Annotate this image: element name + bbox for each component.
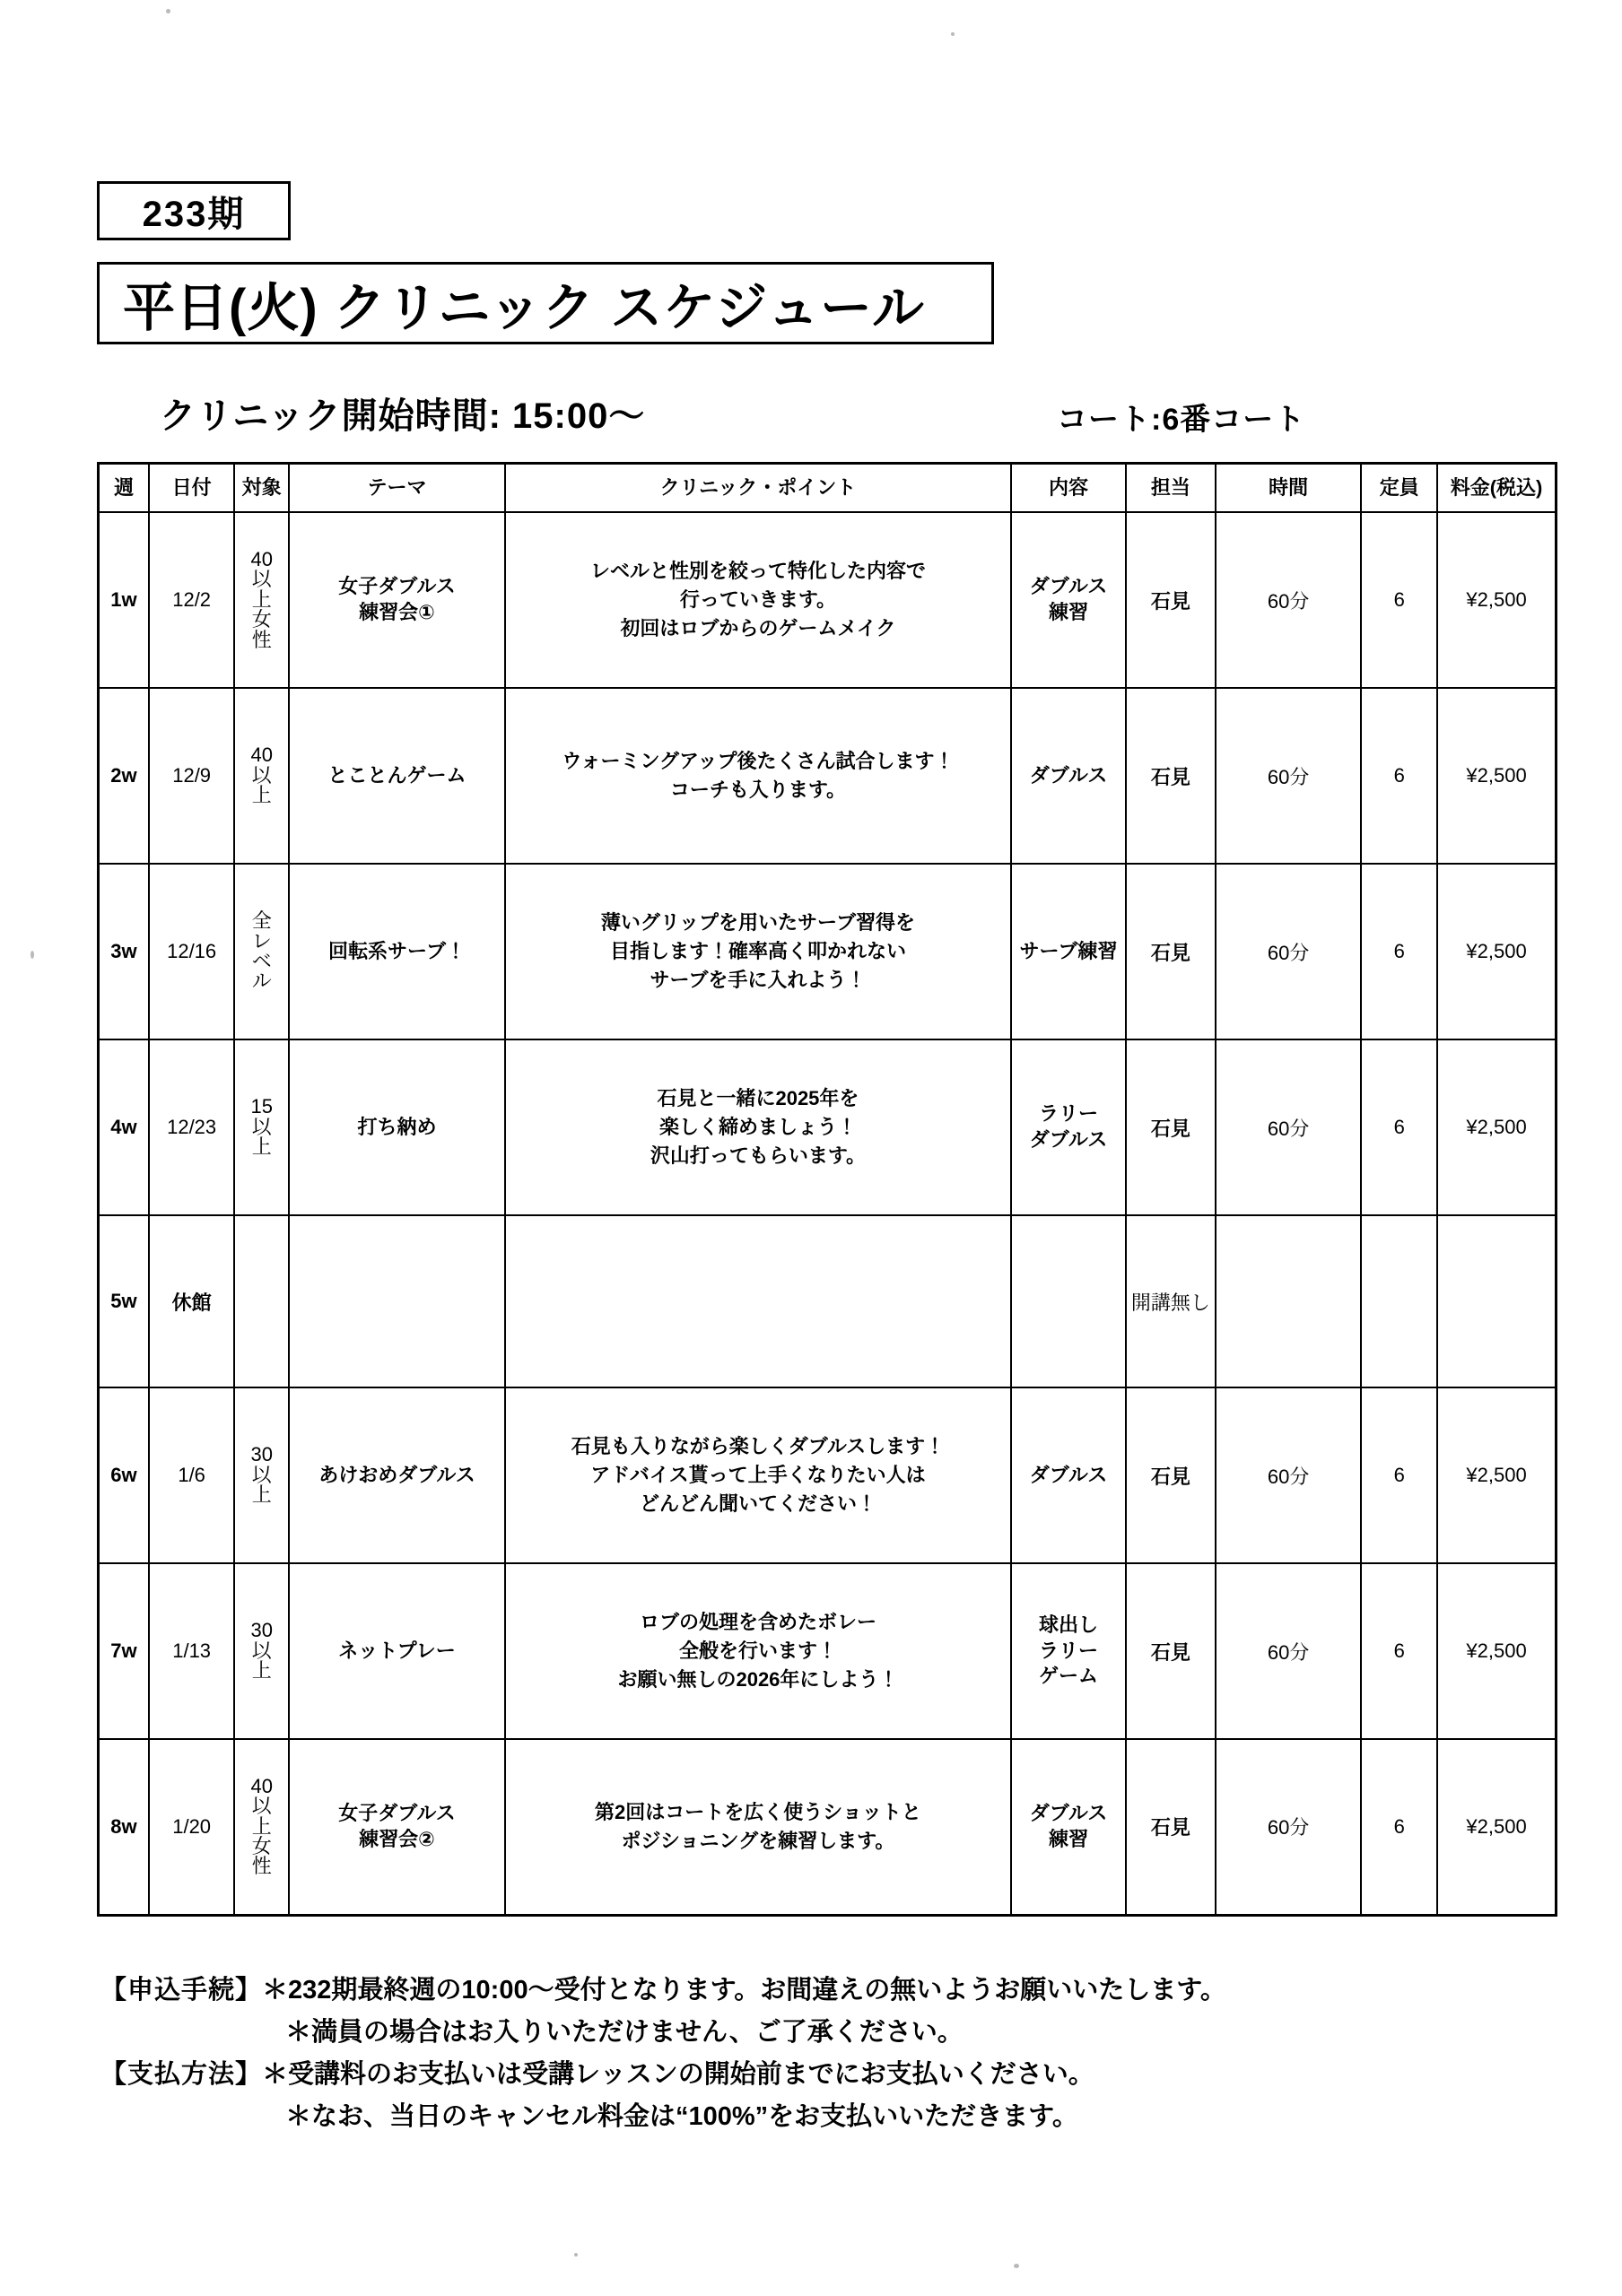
schedule-table-wrapper [97, 462, 1557, 1917]
cell-coach: 石見 [1126, 1387, 1216, 1563]
table-row [99, 1387, 1557, 1563]
cell-week: 2w [99, 688, 149, 864]
application-line-1: ＊232期最終週の10:00〜受付となります。お間違えの無いようお願いいたします。 [262, 1976, 1226, 2005]
column-header-capacity: 定員 [1361, 464, 1437, 513]
cell-fee: ¥2,500 [1437, 1563, 1556, 1739]
cell-target: 30 以 上 [234, 1563, 289, 1739]
application-line-2: ＊満員の場合はお入りいただけません、ご了承ください。 [285, 2017, 964, 2047]
cell-coach: 石見 [1126, 1739, 1216, 1915]
column-header-coach: 担当 [1126, 464, 1216, 513]
cell-content: ダブルス 練習 [1011, 512, 1126, 688]
cell-coach: 開講無し [1126, 1215, 1216, 1387]
cell-capacity [1361, 1215, 1437, 1387]
cell-capacity: 6 [1361, 1387, 1437, 1563]
scan-speckle [1014, 2264, 1019, 2268]
column-header-time: 時間 [1216, 464, 1362, 513]
cell-theme: ネットプレー [289, 1563, 505, 1739]
cell-fee: ¥2,500 [1437, 512, 1556, 688]
cell-date: 12/23 [149, 1039, 234, 1215]
cell-capacity: 6 [1361, 1739, 1437, 1915]
cell-theme: 女子ダブルス 練習会② [289, 1739, 505, 1915]
cell-date: 1/13 [149, 1563, 234, 1739]
cell-time: 60分 [1216, 1563, 1362, 1739]
cell-fee [1437, 1215, 1556, 1387]
table-row [99, 1039, 1557, 1215]
cell-theme: あけおめダブルス [289, 1387, 505, 1563]
page-title: 平日(火) クリニック スケジュール [97, 262, 994, 344]
table-row [99, 512, 1557, 688]
payment-label: 【支払方法】 [100, 2059, 263, 2089]
clinic-start-time: クリニック開始時間: 15:00〜 [160, 396, 646, 436]
cell-theme: 打ち納め [289, 1039, 505, 1215]
cell-date: 1/20 [149, 1739, 234, 1915]
cell-coach: 石見 [1126, 1563, 1216, 1739]
cell-time: 60分 [1216, 1739, 1362, 1915]
cell-coach: 石見 [1126, 864, 1216, 1039]
table-row [99, 864, 1557, 1039]
cell-time: 60分 [1216, 512, 1362, 688]
column-header-target: 対象 [234, 464, 289, 513]
table-row [99, 1215, 1557, 1387]
column-header-fee: 料金(税込) [1437, 464, 1556, 513]
cell-theme: 回転系サーブ！ [289, 864, 505, 1039]
cell-fee: ¥2,500 [1437, 1387, 1556, 1563]
cell-target: 40 以 上 女 性 [234, 512, 289, 688]
cell-content: 球出し ラリー ゲーム [1011, 1563, 1126, 1739]
cell-content: ダブルス 練習 [1011, 1739, 1126, 1915]
column-header-week: 週 [99, 464, 149, 513]
cell-week: 1w [99, 512, 149, 688]
cell-capacity: 6 [1361, 1563, 1437, 1739]
cell-time: 60分 [1216, 688, 1362, 864]
cell-date: 12/16 [149, 864, 234, 1039]
table-row [99, 1563, 1557, 1739]
application-note-first [100, 1970, 1572, 2012]
cell-content: サーブ練習 [1011, 864, 1126, 1039]
cell-week: 3w [99, 864, 149, 1039]
cell-week: 4w [99, 1039, 149, 1215]
cell-content: ダブルス [1011, 688, 1126, 864]
column-header-theme: テーマ [289, 464, 505, 513]
cell-point: 石見と一緒に2025年を 楽しく締めましょう！ 沢山打ってもらいます。 [505, 1039, 1011, 1215]
cell-theme: 女子ダブルス 練習会① [289, 512, 505, 688]
cell-week: 8w [99, 1739, 149, 1915]
cell-date: 12/9 [149, 688, 234, 864]
scan-speckle [574, 2253, 578, 2257]
payment-line-2: ＊なお、当日のキャンセル料金は“100%”をお支払いいただきます。 [285, 2101, 1078, 2131]
cell-time: 60分 [1216, 864, 1362, 1039]
table-row [99, 688, 1557, 864]
table-header [99, 464, 1557, 513]
cell-date: 12/2 [149, 512, 234, 688]
cell-time: 60分 [1216, 1387, 1362, 1563]
cell-fee: ¥2,500 [1437, 864, 1556, 1039]
cell-capacity: 6 [1361, 688, 1437, 864]
footer-notes [100, 1970, 1572, 2138]
cell-target [234, 1215, 289, 1387]
cell-target: 40 以 上 女 性 [234, 1739, 289, 1915]
table-body [99, 512, 1557, 1915]
table-row [99, 1739, 1557, 1915]
cell-fee: ¥2,500 [1437, 688, 1556, 864]
court-info: コート:6番コート [1057, 403, 1306, 437]
cell-point: 第2回はコートを広く使うショットと ポジショニングを練習します。 [505, 1739, 1011, 1915]
column-header-point: クリニック・ポイント [505, 464, 1011, 513]
cell-fee: ¥2,500 [1437, 1739, 1556, 1915]
cell-theme [289, 1215, 505, 1387]
cell-content: ダブルス [1011, 1387, 1126, 1563]
application-label: 【申込手続】 [100, 1976, 263, 2005]
cell-date: 休館 [149, 1215, 234, 1387]
scan-speckle [166, 9, 170, 13]
cell-content: ラリー ダブルス [1011, 1039, 1126, 1215]
cell-time: 60分 [1216, 1039, 1362, 1215]
scan-speckle [31, 951, 34, 959]
payment-note-first [100, 2054, 1572, 2096]
column-header-content: 内容 [1011, 464, 1126, 513]
payment-line-1: ＊受講料のお支払いは受講レッスンの開始前までにお支払いください。 [262, 2059, 1094, 2089]
cell-content [1011, 1215, 1126, 1387]
cell-week: 5w [99, 1215, 149, 1387]
cell-point: ロブの処理を含めたボレー 全般を行います！ お願い無しの2026年にしよう！ [505, 1563, 1011, 1739]
cell-week: 7w [99, 1563, 149, 1739]
cell-target: 40 以 上 [234, 688, 289, 864]
cell-point: 石見も入りながら楽しくダブルスします！ アドバイス貰って上手くなりたい人は どんどん聞いてください！ [505, 1387, 1011, 1563]
cell-point: レベルと性別を絞って特化した内容で 行っていきます。 初回はロブからのゲームメイク [505, 512, 1011, 688]
cell-target: 全 レ ベ ル [234, 864, 289, 1039]
cell-week: 6w [99, 1387, 149, 1563]
cell-capacity: 6 [1361, 512, 1437, 688]
cell-capacity: 6 [1361, 864, 1437, 1039]
scan-speckle [951, 32, 955, 36]
cell-target: 15 以 上 [234, 1039, 289, 1215]
cell-coach: 石見 [1126, 512, 1216, 688]
cell-target: 30 以 上 [234, 1387, 289, 1563]
term-badge: 233期 [97, 181, 291, 240]
cell-point: 薄いグリップを用いたサーブ習得を 目指します！確率高く叩かれない サーブを手に入れよう！ [505, 864, 1011, 1039]
column-header-date: 日付 [149, 464, 234, 513]
cell-theme: とことんゲーム [289, 688, 505, 864]
cell-fee: ¥2,500 [1437, 1039, 1556, 1215]
cell-point: ウォーミングアップ後たくさん試合します！ コーチも入ります。 [505, 688, 1011, 864]
cell-date: 1/6 [149, 1387, 234, 1563]
cell-point [505, 1215, 1011, 1387]
cell-coach: 石見 [1126, 688, 1216, 864]
cell-capacity: 6 [1361, 1039, 1437, 1215]
schedule-table [97, 462, 1557, 1917]
cell-coach: 石見 [1126, 1039, 1216, 1215]
cell-time [1216, 1215, 1362, 1387]
header-row [99, 464, 1557, 513]
